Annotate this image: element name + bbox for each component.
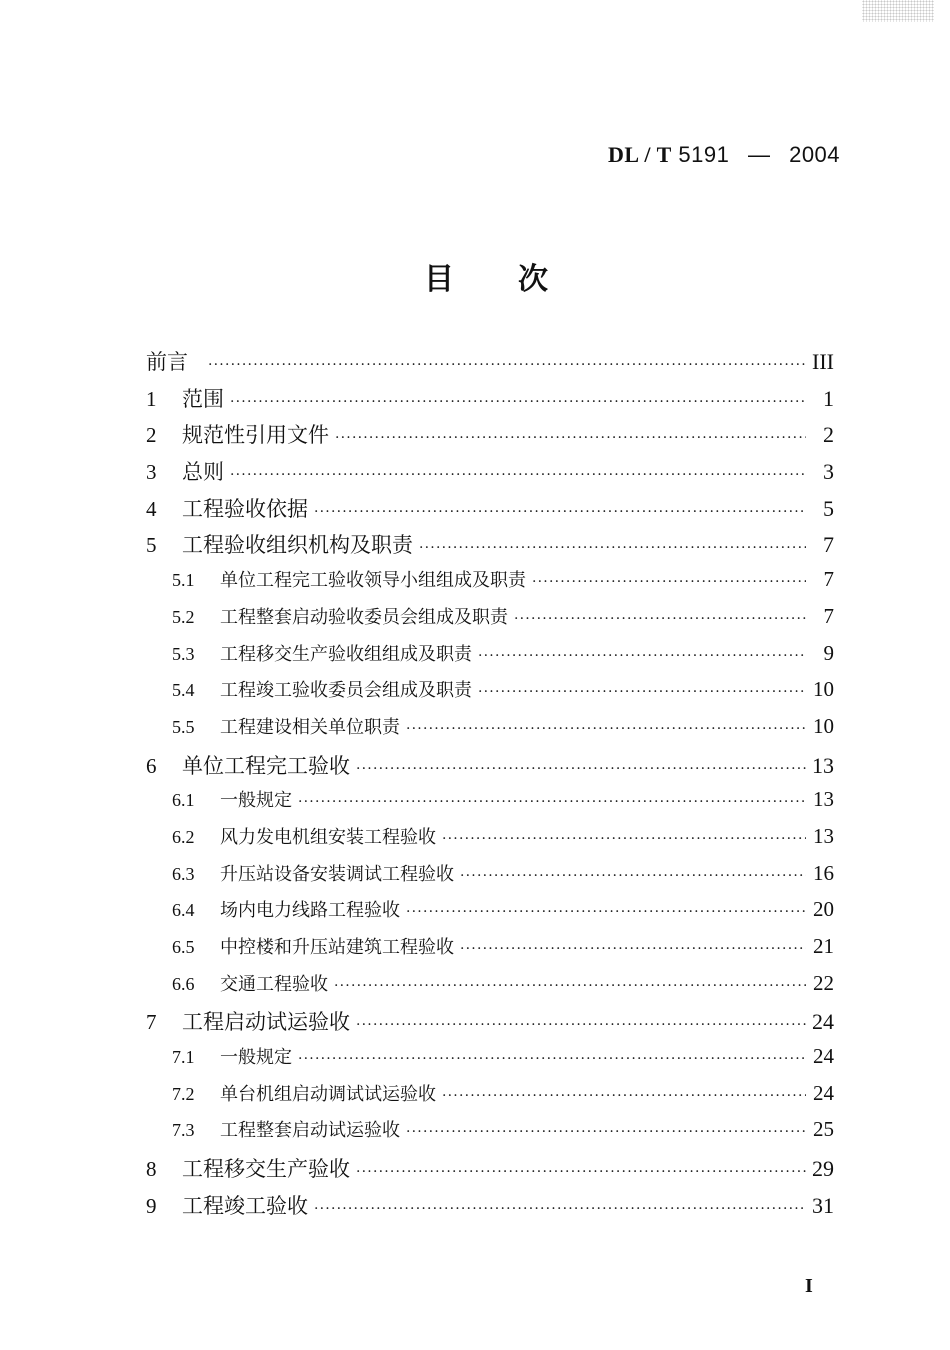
toc-entry[interactable] — [146, 346, 834, 383]
toc-entry-label: 工程启动试运验收 — [182, 1010, 350, 1035]
toc-entry-label: 工程整套启动验收委员会组成及职责 — [220, 606, 508, 628]
toc-entry[interactable] — [146, 970, 834, 1007]
standard-number: 5191 — [678, 142, 730, 167]
dot-leader — [460, 868, 806, 884]
toc-entry-number: 5 — [146, 533, 157, 558]
toc-entry[interactable] — [146, 1190, 834, 1227]
toc-entry-label: 范围 — [182, 386, 224, 411]
toc-entry-label: 单位工程完工验收 — [182, 753, 350, 778]
dot-leader — [478, 648, 806, 664]
toc-entry[interactable] — [146, 1043, 834, 1080]
toc-entry-page: 24 — [813, 1080, 834, 1105]
toc-entry-page: 13 — [812, 752, 834, 778]
dot-leader — [356, 761, 806, 777]
toc-entry-page: 16 — [813, 860, 834, 885]
toc-entry[interactable] — [146, 1006, 834, 1043]
toc-entry[interactable] — [146, 713, 834, 750]
toc-entry-label: 工程验收依据 — [182, 496, 308, 521]
standard-prefix: DL / T — [608, 142, 672, 167]
toc-entry-label: 一般规定 — [220, 790, 292, 812]
toc-entry-number: 5.2 — [172, 606, 195, 627]
toc-entry-page: 1 — [823, 385, 834, 411]
toc-entry-page: 25 — [813, 1117, 834, 1142]
toc-entry[interactable] — [146, 456, 834, 493]
toc-entry[interactable] — [146, 896, 834, 933]
toc-entry-label: 总则 — [182, 460, 224, 485]
dot-leader — [442, 1088, 806, 1104]
toc-entry-number: 8 — [146, 1157, 157, 1182]
toc-entry-number: 7.3 — [172, 1120, 195, 1141]
dot-leader — [478, 684, 806, 700]
toc-entry-page: 3 — [823, 459, 834, 485]
toc-entry[interactable] — [146, 1116, 834, 1153]
toc-entry-label: 风力发电机组安装工程验收 — [220, 826, 436, 848]
toc-entry[interactable] — [146, 419, 834, 456]
toc-entry-number: 6.2 — [172, 826, 195, 847]
dot-leader — [298, 794, 806, 810]
toc-entry[interactable] — [146, 786, 834, 823]
toc-entry-number: 9 — [146, 1193, 157, 1218]
toc-entry-label: 前言 — [146, 350, 188, 374]
toc-entry-number: 6.3 — [172, 863, 195, 884]
toc-entry-label: 规范性引用文件 — [182, 423, 329, 448]
toc-entry[interactable] — [146, 603, 834, 640]
dot-leader — [335, 430, 806, 446]
dot-leader — [230, 467, 806, 483]
page-title — [424, 254, 548, 298]
toc-entry-label: 工程移交生产验收组组成及职责 — [220, 643, 472, 665]
dot-leader — [356, 1164, 806, 1180]
toc-entry-page: 31 — [812, 1192, 834, 1218]
toc-entry[interactable] — [146, 750, 834, 787]
dot-leader — [298, 1051, 806, 1067]
toc-entry-page: 22 — [813, 970, 834, 995]
dot-leader — [208, 357, 806, 373]
toc-entry-number: 6 — [146, 753, 157, 778]
toc-entry-page: 13 — [813, 787, 834, 812]
toc-entry-page: 10 — [813, 677, 834, 702]
toc-entry-page: 7 — [823, 603, 834, 628]
toc-entry[interactable] — [146, 823, 834, 860]
toc-entry-page: 24 — [813, 1044, 834, 1069]
toc-entry[interactable] — [146, 933, 834, 970]
toc-entry-number: 7.2 — [172, 1083, 195, 1104]
toc-entry-label: 单台机组启动调试试运验收 — [220, 1083, 436, 1105]
title-char-2: 次 — [518, 262, 548, 297]
toc-entry-label: 交通工程验收 — [220, 973, 328, 995]
toc-entry-label: 工程竣工验收委员会组成及职责 — [220, 680, 472, 702]
toc-entry[interactable] — [146, 640, 834, 677]
table-of-contents — [146, 346, 834, 1227]
dot-leader — [532, 574, 806, 590]
toc-entry-page: 9 — [823, 640, 834, 665]
toc-entry[interactable] — [146, 676, 834, 713]
toc-entry-label: 一般规定 — [220, 1047, 292, 1069]
toc-entry[interactable] — [146, 566, 834, 603]
toc-entry-number: 2 — [146, 423, 157, 448]
toc-entry-page: 24 — [812, 1009, 834, 1035]
toc-entry-label: 工程移交生产验收 — [182, 1157, 350, 1182]
toc-entry-label: 工程验收组织机构及职责 — [182, 533, 413, 558]
toc-entry-page: 21 — [813, 934, 834, 958]
toc-entry-number: 5.3 — [172, 643, 195, 664]
dot-leader — [419, 540, 806, 556]
dot-leader — [460, 941, 806, 957]
toc-entry-number: 4 — [146, 496, 157, 521]
toc-entry[interactable] — [146, 860, 834, 897]
dot-leader — [230, 394, 806, 410]
standard-dash: — — [747, 142, 771, 167]
toc-entry-page: 7 — [823, 567, 834, 592]
toc-entry[interactable] — [146, 1080, 834, 1117]
dot-leader — [314, 504, 806, 520]
standard-year: 2004 — [789, 142, 841, 167]
toc-entry[interactable] — [146, 383, 834, 420]
toc-entry-page: 7 — [823, 532, 834, 558]
toc-entry-number: 5.4 — [172, 680, 195, 701]
toc-entry-page: 13 — [813, 823, 834, 848]
toc-entry-page: 5 — [823, 495, 834, 521]
dot-leader — [514, 611, 806, 627]
toc-entry-number: 3 — [146, 460, 157, 485]
toc-entry[interactable] — [146, 1153, 834, 1190]
toc-entry-number: 6.5 — [172, 937, 195, 957]
toc-entry-number: 6.4 — [172, 900, 195, 921]
dot-leader — [314, 1201, 806, 1217]
toc-entry[interactable] — [146, 493, 834, 530]
toc-entry-number: 6.6 — [172, 973, 195, 994]
dot-leader — [334, 978, 806, 994]
scan-watermark — [862, 0, 934, 22]
toc-entry-label: 升压站设备安装调试工程验收 — [220, 863, 454, 885]
dot-leader — [406, 721, 806, 737]
toc-entry-label: 单位工程完工验收领导小组组成及职责 — [220, 570, 526, 592]
toc-entry-number: 6.1 — [172, 790, 195, 811]
dot-leader — [406, 904, 806, 920]
toc-entry-number: 7 — [146, 1010, 157, 1035]
page-number: I — [805, 1275, 813, 1297]
toc-entry-label: 中控楼和升压站建筑工程验收 — [220, 937, 454, 958]
toc-entry-number: 1 — [146, 386, 157, 411]
dot-leader — [406, 1124, 806, 1140]
toc-entry-page: 10 — [813, 713, 834, 738]
toc-entry[interactable] — [146, 529, 834, 566]
title-char-1: 目 — [424, 262, 454, 297]
standard-code — [608, 142, 840, 168]
toc-entry-label: 工程整套启动试运验收 — [220, 1120, 400, 1142]
dot-leader — [356, 1017, 806, 1033]
toc-entry-label: 工程建设相关单位职责 — [220, 716, 400, 738]
toc-entry-label: 工程竣工验收 — [182, 1193, 308, 1218]
toc-entry-number: 5.1 — [172, 570, 195, 591]
dot-leader — [442, 831, 806, 847]
toc-entry-page: III — [812, 349, 834, 374]
toc-entry-label: 场内电力线路工程验收 — [220, 900, 400, 922]
toc-entry-page: 2 — [823, 422, 834, 448]
toc-entry-number: 7.1 — [172, 1047, 195, 1068]
toc-entry-page: 20 — [813, 897, 834, 922]
toc-entry-page: 29 — [812, 1156, 834, 1182]
toc-entry-number: 5.5 — [172, 716, 195, 737]
